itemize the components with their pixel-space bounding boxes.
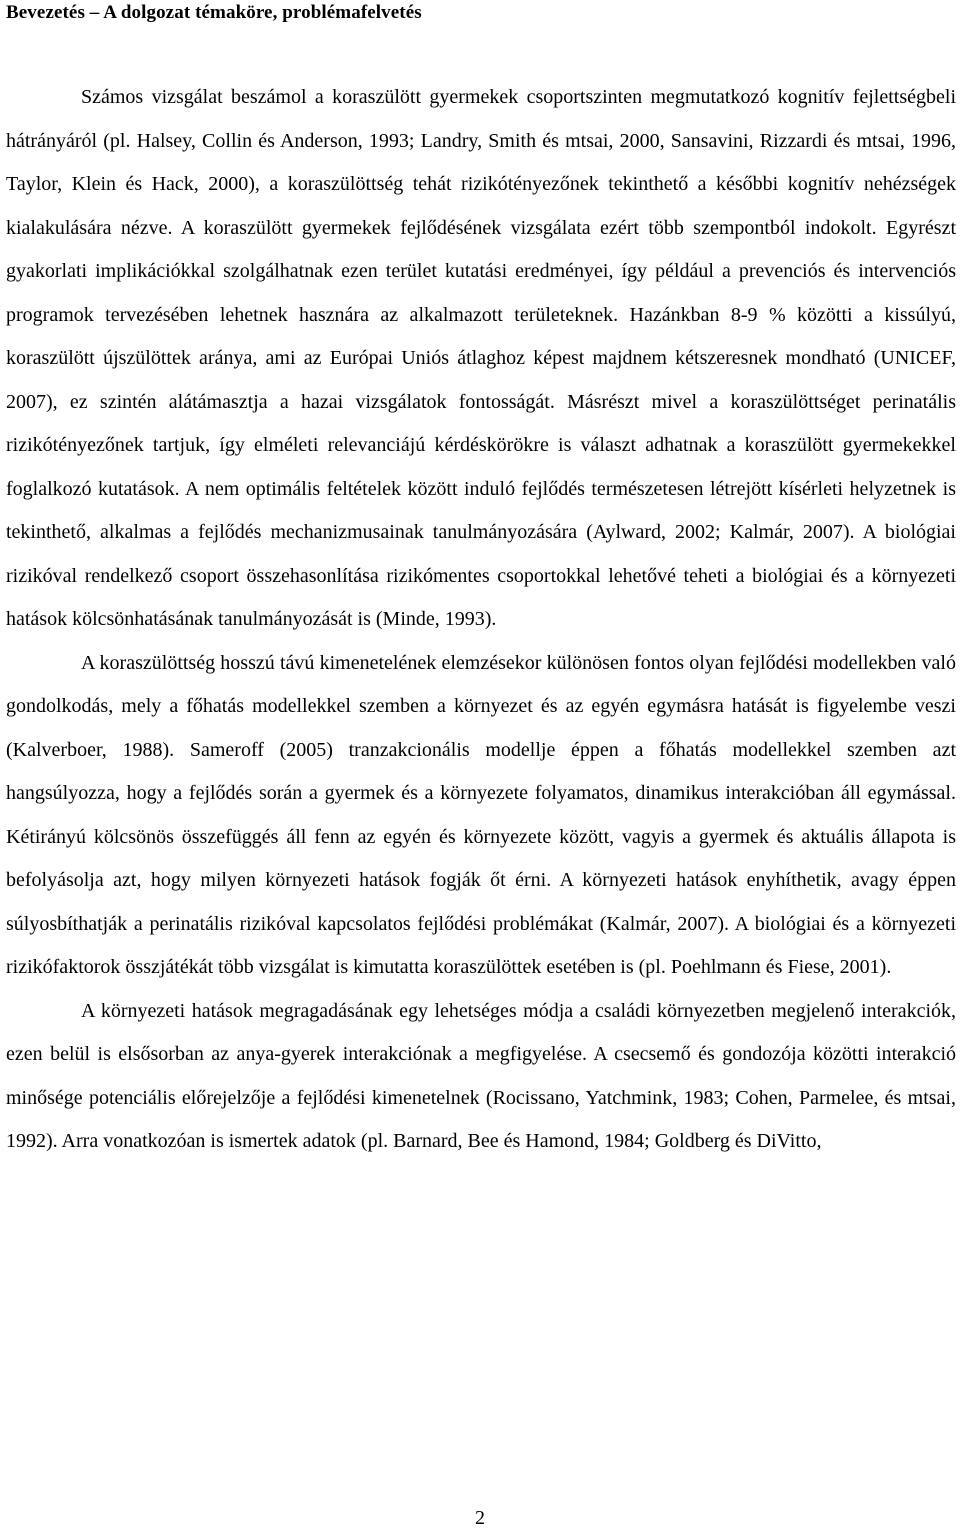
paragraph-1: Számos vizsgálat beszámol a koraszülött gyermekek csoportszinten megmutatkozó kognitív fejlettségbeli hátrányáról (pl. Halsey, Collin és Anderson, 1993; Landry, Smith és mtsai, 2000, Sansavini, Rizzardi és mtsai, 1996, Taylor, Klein és Hack, 2000), a koraszülöttség tehát rizikótényezőnek tekinthető a későbbi kognitív nehézségek kialakulására nézve. A koraszülött gyermekek fejlődésének vizsgálata ezért több szempontból indokolt. Egyrészt gyakorlati implikációkkal szolgálhatnak ezen terület kutatási eredményei, így például a prevenciós és intervenciós programok tervezésében lehetnek hasznára az alkalmazott területeknek. Hazánkban 8-9 % közötti a kissúlyú, koraszülött újszülöttek aránya, ami az Európai Uniós átlaghoz képest majdnem kétszeresnek mondható (UNICEF, 2007), ez szintén alátámasztja a hazai vizsgálatok fontosságát. Másrészt mivel a koraszülöttséget perinatális rizikótényezőnek tartjuk, így elméleti relevanciájú kérdéskörökre is választ adhatnak a koraszülött gyermekekkel foglalkozó kutatások. A nem optimális feltételek között induló fejlődés természetesen létrejött kísérleti helyzetnek is tekinthető, alkalmas a fejlődés mechanizmusainak tanulmányozására (Aylward, 2002; Kalmár, 2007). A biológiai rizikóval rendelkező csoport összehasonlítása rizikómentes csoportokkal lehetővé teheti a biológiai és a környezeti hatások kölcsönhatásának tanulmányozását is (Minde, 1993). <box>6 86 956 630</box>
section-heading: Bevezetés – A dolgozat témaköre, problémafelvetés <box>6 2 422 23</box>
paragraph-3: A környezeti hatások megragadásának egy lehetséges módja a családi környezetben megjelenő interakciók, ezen belül is elsősorban az anya-gyerek interakciónak a megfigyelése. A csecsemő és gondozója közötti interakció minősége potenciális előrejelzője a fejlődési kimenetelnek (Rocissano, Yatchmink, 1983; Cohen, Parmelee, és mtsai, 1992). Arra vonatkozóan is ismertek adatok (pl. Barnard, Bee és Hamond, 1984; Goldberg és DiVitto, <box>6 999 956 1152</box>
document-page <box>6 0 956 1164</box>
body-text <box>6 76 956 1164</box>
paragraph-2: A koraszülöttség hosszú távú kimenetelének elemzésekor különösen fontos olyan fejlődési modellekben való gondolkodás, mely a főhatás modellekkel szemben a környezet és az egyén egymásra hatását is figyelembe veszi (Kalverboer, 1988). Sameroff (2005) tranzakcionális modellje éppen a főhatás modellekkel szemben azt hangsúlyozza, hogy a fejlődés során a gyermek és a környezete folyamatos, dinamikus interakcióban áll egymással. Kétirányú kölcsönös összefüggés áll fenn az egyén és környezete között, vagyis a gyermek és aktuális állapota is befolyásolja azt, hogy milyen környezeti hatások fogják őt érni. A környezeti hatások enyhíthetik, avagy éppen súlyosbíthatják a perinatális rizikóval kapcsolatos fejlődési problémákat (Kalmár, 2007). A biológiai és a környezeti rizikófaktorok összjátékát több vizsgálat is kimutatta koraszülöttek esetében is (pl. Poehlmann és Fiese, 2001). <box>6 651 956 978</box>
page-number: 2 <box>475 1507 485 1529</box>
